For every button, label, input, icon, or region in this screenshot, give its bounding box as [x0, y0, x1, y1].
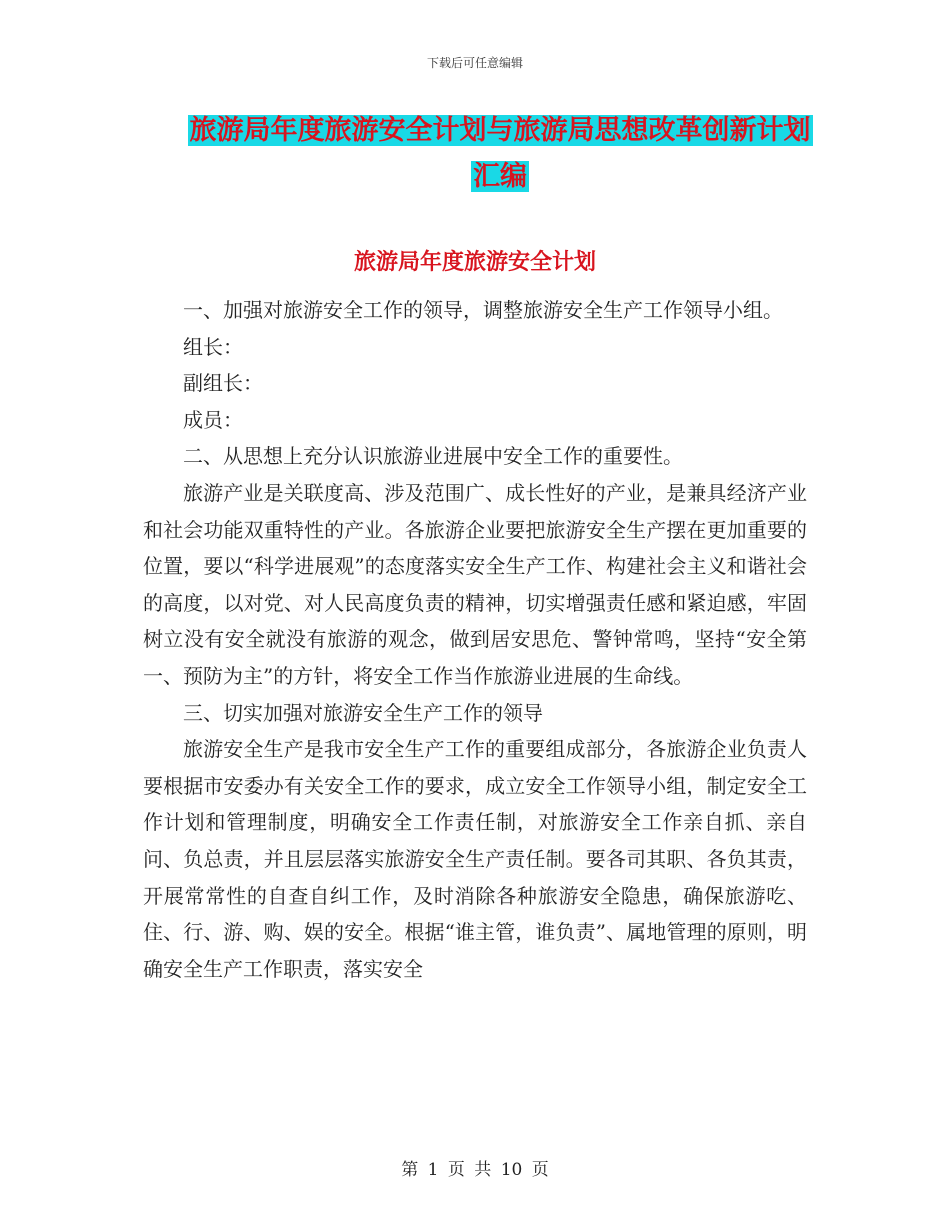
section-title: 旅游局年度旅游安全计划 — [353, 250, 596, 275]
paragraph-leadership: 一、加强对旅游安全工作的领导，调整旅游安全生产工作领导小组。 — [183, 298, 783, 322]
document-body — [143, 292, 807, 987]
paragraph-members: 成员： — [183, 407, 243, 432]
paragraph-tourism-industry: 旅游产业是关联度高、涉及范围广、成长性好的产业，是兼具经济产业和社会功能双重特性的产业。各旅游企业要把旅游安全生产摆在更加重要的位置，要以“科学进展观”的态度落实安全生产工作、构建社会主义和谐社会的高度，以对党、对人民高度负责的精神，切实增强责任感和紧迫感，牢固树立没有安全就没有旅游的观念，做到居安思危、警钟常鸣，坚持“安全第一、预防为主”的方针，将安全工作当作旅游业进展的生命线。 — [143, 480, 807, 688]
paragraph-heading-three: 三、切实加强对旅游安全生产工作的领导 — [183, 700, 543, 725]
document-title-line-1: 旅游局年度旅游安全计划与旅游局思想改革创新计划 — [189, 115, 811, 146]
paragraph-safety-production: 旅游安全生产是我市安全生产工作的重要组成部分，各旅游企业负责人要根据市安委办有关安全工作的要求，成立安全工作领导小组，制定安全工作计划和管理制度，明确安全工作责任制，对旅游安全工作亲自抓、亲自问、负总责，并且层层落实旅游安全生产责任制。要各司其职、各负其责，开展常常性的自查自纠工作，及时消除各种旅游安全隐患，确保旅游吃、住、行、游、购、娱的安全。根据“谁主管，谁负责”、属地管理的原则，明确安全生产工作职责，落实安全 — [143, 737, 807, 981]
document-title — [160, 108, 840, 200]
document-title-line-2: 汇编 — [473, 161, 527, 192]
paragraph-deputy-leader: 副组长： — [183, 371, 263, 396]
paragraph-group-leader: 组长： — [183, 334, 243, 359]
paragraph-heading-two: 二、从思想上充分认识旅游业进展中安全工作的重要性。 — [183, 444, 683, 469]
header-note: 下载后可任意编辑 — [426, 56, 523, 70]
page-number-footer: 第 1 页 共 10 页 — [401, 1160, 549, 1180]
